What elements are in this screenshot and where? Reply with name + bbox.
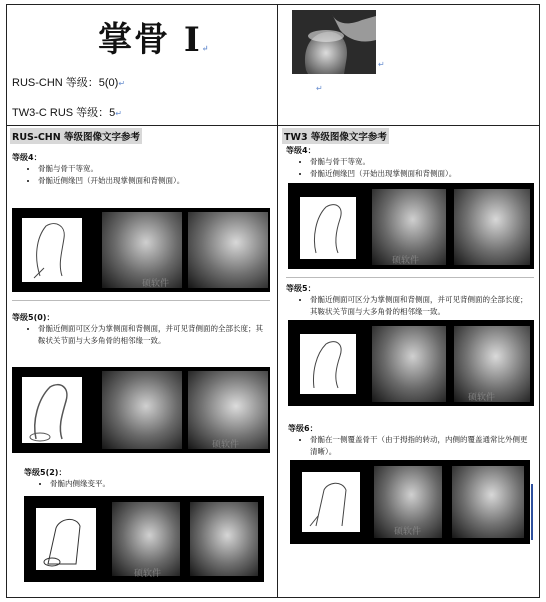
left-level-4-image-panel <box>12 208 270 292</box>
watermark: 硕软件 <box>134 569 162 579</box>
right-level-4-image-panel <box>288 183 534 269</box>
row-divider <box>6 125 540 126</box>
bullet-item: • 骨骺在一侧覆盖骨干（由于拇指的转动，内侧的覆盖通常比外侧更清晰）。 <box>310 434 532 458</box>
left-level-4-bullets <box>24 163 269 187</box>
left-level-50-label: 等级5(0)： <box>12 313 55 322</box>
right-level-5-image-panel <box>288 320 534 406</box>
bone-sketch <box>302 472 360 532</box>
right-level-4-bullets <box>296 156 532 180</box>
separator <box>286 277 534 278</box>
right-level-6-image-panel <box>290 460 530 544</box>
rus-grade-line: RUS-CHN 等级：5(0)↵ <box>12 77 126 89</box>
xray-image <box>188 212 268 288</box>
watermark: 硕软件 <box>212 440 240 450</box>
bone-sketch <box>300 334 356 394</box>
bullet-item: • 骨骺近侧缘凹（开始出现掌侧面和背侧面）。 <box>38 175 269 187</box>
page-title: 掌骨 I↵ <box>98 20 211 60</box>
left-level-50-bullets <box>24 323 269 347</box>
tw3-grade-line: TW3-C RUS 等级：5↵ <box>12 107 122 119</box>
bullet-item: • 骨骺近侧面可区分为掌侧面和背侧面，并可见背侧面的全部长度；其鞍状关节面与大多角骨的相邻缘一致。 <box>38 323 269 347</box>
left-level-52-label: 等级5(2)： <box>24 468 67 477</box>
bullet-item: • 骨骺与骨干等宽。 <box>310 156 532 168</box>
document-page: 掌骨 I↵ RUS-CHN 等级：5(0)↵ TW3-C RUS 等级：5↵ ↵ ↵ RUS-CHN 等级图像文字参考 等级4： • 骨骺与骨干等宽。 • 骨骺近侧缘凹（开始出现掌侧面和背侧面）。 硕软件 等级5(0)： • 骨骺近侧面可区分为掌侧面和背侧面，并可见背侧面的全部长度；其鞍状关节面与大多角骨的相邻缘一致。 硕软件 等级5(2)： • 骨骺内侧缘变平。 硕软件 TW3 等级图像文字参考 等级4： • 骨骺与骨干等宽。 • 骨骺近侧缘凹（开始出现掌侧面和背侧面）。 硕软件 等级5： • 骨骺近侧面可区分为掌侧面和背侧面，并可见背侧面的全部长度；其鞍状关节面与大多角骨的相邻缘一致。 硕软件 等级6： • 骨骺在一侧覆盖骨干（由于拇指的转动，内侧的覆盖通常比外侧更清晰）。 硕软件 <box>0 0 546 602</box>
left-level-4-label: 等级4： <box>12 153 42 162</box>
right-level-5-label: 等级5： <box>286 284 316 293</box>
left-level-52-image-panel <box>24 496 264 582</box>
right-section-title: TW3 等级图像文字参考 <box>282 128 389 144</box>
bullet-item: • 骨骺近侧面可区分为掌侧面和背侧面，并可见背侧面的全部长度；其鞍状关节面与大多角骨的相邻缘一致。 <box>310 294 532 318</box>
xray-image <box>112 502 180 576</box>
left-level-50-image-panel <box>12 367 270 453</box>
left-level-52-bullets <box>36 478 266 490</box>
bone-sketch <box>22 218 82 282</box>
xray-image <box>190 502 258 576</box>
bone-sketch <box>22 377 82 443</box>
right-level-6-label: 等级6： <box>288 424 318 433</box>
left-section-title: RUS-CHN 等级图像文字参考 <box>10 128 142 144</box>
right-level-4-label: 等级4： <box>286 146 316 155</box>
watermark: 硕软件 <box>142 279 170 289</box>
right-level-5-bullets <box>296 294 532 318</box>
bullet-item: • 骨骺近侧缘凹（开始出现掌侧面和背侧面）。 <box>310 168 532 180</box>
bone-sketch <box>36 508 96 570</box>
scroll-indicator <box>531 484 533 540</box>
column-divider <box>277 4 278 598</box>
xray-image <box>102 371 182 449</box>
xray-thumbnail <box>292 10 376 74</box>
right-level-6-bullets <box>296 434 532 458</box>
separator <box>12 300 270 301</box>
watermark: 硕软件 <box>392 256 420 266</box>
xray-image <box>372 326 446 402</box>
xray-image <box>454 189 530 265</box>
bone-sketch <box>300 197 356 259</box>
bullet-item: • 骨骺与骨干等宽。 <box>38 163 269 175</box>
watermark: 硕软件 <box>394 527 422 537</box>
watermark: 硕软件 <box>468 393 496 403</box>
bullet-item: • 骨骺内侧缘变平。 <box>50 478 266 490</box>
xray-image <box>452 466 524 538</box>
